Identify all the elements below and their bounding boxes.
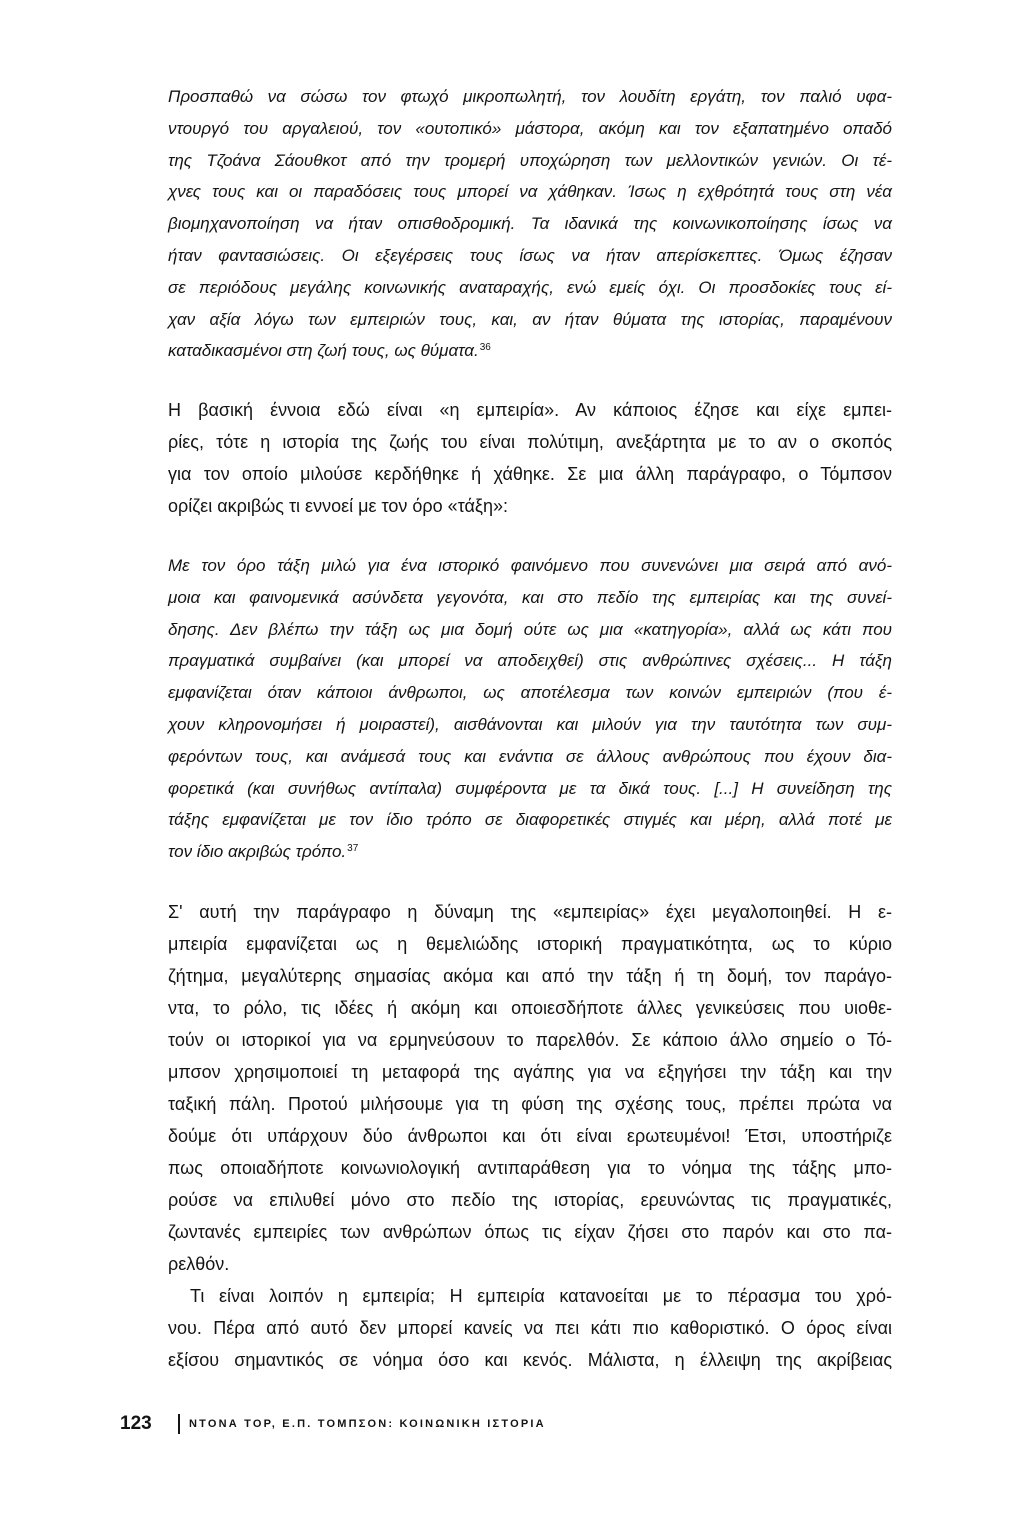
- line-text: Η βασική έννοια εδώ είναι «η εμπειρία». Αν κάποιος έζησε και είχε εμπει-: [168, 400, 892, 420]
- text-line: [168, 1024, 892, 1056]
- line-text: Προσπαθώ να σώσω τον φτωχό μικροπωλητή, τον λουδίτη εργάτη, τον παλιό υφα-: [168, 87, 892, 106]
- text-line: [168, 1312, 892, 1344]
- text-line: [168, 804, 892, 836]
- text-line: [168, 272, 892, 304]
- line-text: τάξης εμφανίζεται με τον ίδιο τρόπο σε διαφορετικές στιγμές και μέρη, αλλά ποτέ με: [168, 810, 892, 830]
- text-line: [168, 81, 892, 113]
- body-paragraph: [168, 1280, 892, 1376]
- line-text: ζήτημα, μεγαλύτερης σημασίας ακόμα και από την τάξη ή τη δομή, τον παράγο-: [168, 966, 892, 986]
- line-text: δούμε ότι υπάρχουν δύο άνθρωποι και ότι είναι ερωτευμένοι! Έτσι, υποστήριζε: [168, 1126, 892, 1146]
- line-text: ντουργό του αργαλειού, τον «ουτοπικό» μάστορα, ακόμη και τον εξαπατημένο οπαδό: [168, 118, 892, 138]
- line-text: ρίες, τότε η ιστορία της ζωής του είναι πολύτιμη, ανεξάρτητα με το αν ο σκοπός: [168, 432, 892, 452]
- text-line: [168, 240, 892, 272]
- line-text: για τον οποίο μιλούσε κερδήθηκε ή χάθηκε. Σε μια άλλη παράγραφο, ο Τόμπσον: [168, 464, 892, 484]
- text-line: [168, 1056, 892, 1088]
- page-number: 123: [120, 1413, 152, 1434]
- line-text: τον ίδιο ακριβώς τρόπο.: [168, 842, 347, 862]
- text-line: [168, 304, 892, 336]
- text-line: [168, 836, 892, 868]
- line-text: ρούσε να επιλυθεί μόνο στο πεδίο της ιστορίας, ερευνώντας τις πραγματικές,: [168, 1190, 892, 1210]
- line-text: μπσον χρησιμοποιεί τη μεταφορά της αγάπης για να εξηγήσει την τάξη και την: [168, 1062, 892, 1082]
- block-quote: [168, 81, 892, 367]
- line-text: δησης. Δεν βλέπω την τάξη ως μια δομή ούτε ως μια «κατηγορία», αλλά ως κάτι που: [168, 619, 892, 639]
- line-text: χαν αξία λόγω των εμπειριών τους, και, αν ήταν θύματα της ιστορίας, παραμένουν: [168, 309, 892, 329]
- text-line: [168, 896, 892, 928]
- line-text: μοια και φαινομενικά ασύνδετα γεγονότα, και στο πεδίο της εμπειρίας και της συνεί-: [168, 587, 892, 607]
- line-text: πραγματικά συμβαίνει (και μπορεί να αποδειχθεί) στις ανθρώπινες σχέσεις... Η τάξη: [168, 651, 892, 671]
- text-line: [168, 1184, 892, 1216]
- text-line: [168, 582, 892, 614]
- footer-separator-rule: [178, 1414, 180, 1434]
- line-text: ήταν φαντασιώσεις. Οι εξεγέρσεις τους ίσως να ήταν απερίσκεπτες. Όμως έζησαν: [168, 245, 892, 265]
- text-line: [168, 550, 892, 582]
- text-line: [168, 1152, 892, 1184]
- line-text: ταξική πάλη. Προτού μιλήσουμε για τη φύση της σχέσης τους, πρέπει πρώτα να: [168, 1094, 892, 1114]
- line-text: Σ' αυτή την παράγραφο η δύναμη της «εμπειρίας» έχει μεγαλοποιηθεί. Η ε-: [168, 902, 892, 922]
- line-text: ρελθόν.: [168, 1254, 230, 1274]
- line-text: Με τον όρο τάξη μιλώ για ένα ιστορικό φαινόμενο που συνενώνει μια σειρά από ανό-: [168, 556, 892, 575]
- text-line: [168, 992, 892, 1024]
- text-line: [168, 709, 892, 741]
- line-text: βιομηχανοποίηση να ήταν οπισθοδρομική. Τα ιδανικά της κοινωνικοποίησης ίσως να: [168, 214, 892, 234]
- line-text: εξίσου σημαντικός σε νόημα όσο και κενός. Μάλιστα, η έλλειψη της ακρίβειας: [168, 1350, 892, 1370]
- text-line: [168, 741, 892, 773]
- text-line: [168, 1088, 892, 1120]
- body-paragraph: [168, 394, 892, 522]
- line-text: ορίζει ακριβώς τι εννοεί με τον όρο «τάξη»:: [168, 496, 508, 516]
- page-footer: [120, 1410, 546, 1438]
- text-line: [168, 113, 892, 145]
- text-line: [168, 1280, 892, 1312]
- text-line: [168, 614, 892, 646]
- text-line: [168, 677, 892, 709]
- footnote-reference: 36: [479, 341, 491, 353]
- footnote-reference: 37: [347, 842, 359, 854]
- text-line: [168, 1248, 892, 1280]
- line-text: σε περιόδους μεγάλης κοινωνικής αναταραχής, ενώ εμείς όχι. Οι προσδοκίες τους εί-: [168, 277, 892, 297]
- block-quote: [168, 550, 892, 868]
- line-text: ζωντανές εμπειρίες των ανθρώπων όπως τις είχαν ζήσει στο παρόν και στο πα-: [168, 1222, 892, 1242]
- text-line: [168, 1344, 892, 1376]
- text-line: [168, 145, 892, 177]
- line-text: Τι είναι λοιπόν η εμπειρία; Η εμπειρία κατανοείται με το πέρασμα του χρό-: [190, 1286, 892, 1306]
- line-text: χνες τους και οι παραδόσεις τους μπορεί να χάθηκαν. Ίσως η εχθρότητά τους στη νέα: [168, 182, 892, 202]
- text-line: [168, 645, 892, 677]
- line-text: της Τζοάνα Σάουθκοτ από την τρομερή υποχώρηση των μελλοντικών γενιών. Οι τέ-: [168, 150, 892, 170]
- line-text: νου. Πέρα από αυτό δεν μπορεί κανείς να πει κάτι πιο καθοριστικό. Ο όρος είναι: [168, 1318, 892, 1338]
- text-line: [168, 208, 892, 240]
- text-line: [168, 490, 892, 522]
- text-line: [168, 335, 892, 367]
- text-line: [168, 928, 892, 960]
- text-line: [168, 394, 892, 426]
- body-paragraph: [168, 896, 892, 1280]
- text-line: [168, 176, 892, 208]
- line-text: μπειρία εμφανίζεται ως η θεμελιώδης ιστορική πραγματικότητα, ως το κύριο: [168, 934, 892, 954]
- line-text: καταδικασμένοι στη ζωή τους, ως θύματα.: [168, 341, 479, 361]
- line-text: φερόντων τους, και ανάμεσά τους και ενάντια σε άλλους ανθρώπους που έχουν δια-: [168, 746, 892, 766]
- line-text: εμφανίζεται όταν κάποιοι άνθρωποι, ως αποτέλεσμα των κοινών εμπειριών (που έ-: [168, 683, 892, 703]
- line-text: τούν οι ιστορικοί για να ερμηνεύσουν το παρελθόν. Σε κάποιο άλλο σημείο ο Τό-: [168, 1030, 892, 1050]
- text-line: [168, 458, 892, 490]
- text-line: [168, 1216, 892, 1248]
- line-text: πως οποιαδήποτε κοινωνιολογική αντιπαράθεση για το νόημα της τάξης μπο-: [168, 1158, 892, 1178]
- text-line: [168, 773, 892, 805]
- text-line: [168, 426, 892, 458]
- line-text: ντα, το ρόλο, τις ιδέες ή ακόμη και οποιεσδήποτε άλλες γενικεύσεις που υιοθε-: [168, 998, 892, 1018]
- running-head: ΝΤΟΝΑ ΤΟΡ, Ε.Π. ΤΟΜΠΣΟΝ: ΚΟΙΝΩΝΙΚΗ ΙΣΤΟΡΙΑ: [189, 1418, 546, 1430]
- line-text: φορετικά (και συνήθως αντίπαλα) συμφέροντα με τα δικά τους. [...] Η συνείδηση της: [168, 778, 892, 798]
- line-text: χουν κληρονομήσει ή μοιραστεί), αισθάνονται και μιλούν για την ταυτότητα των συμ-: [168, 714, 892, 734]
- text-line: [168, 960, 892, 992]
- text-line: [168, 1120, 892, 1152]
